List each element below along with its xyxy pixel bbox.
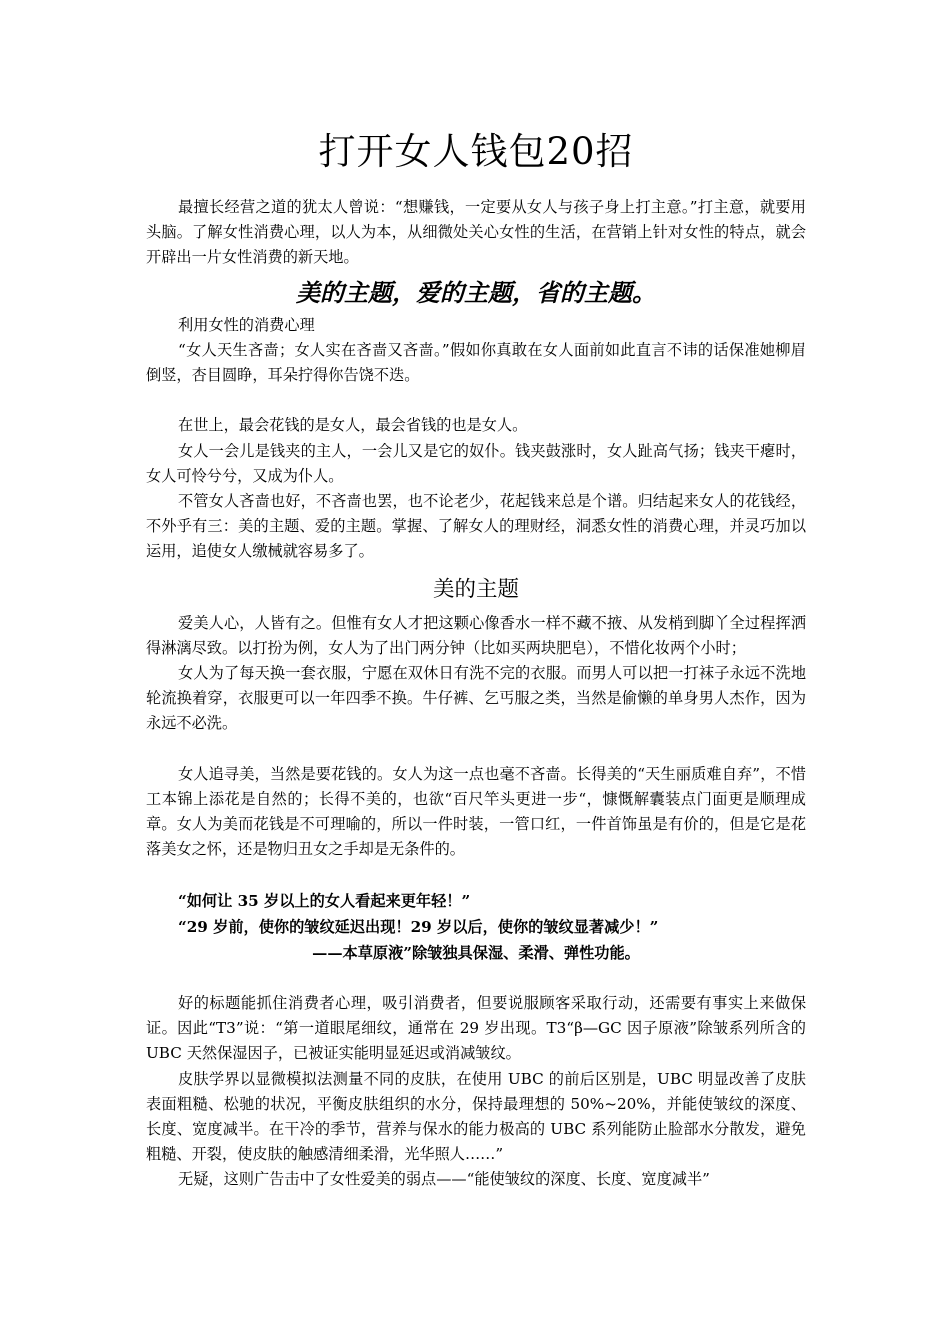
document-title: 打开女人钱包20招: [318, 130, 634, 173]
paragraph-stingy: “女人天生吝啬；女人实在吝啬又吝啬。”假如你真敢在女人面前如此直言不讳的话保准她柳眉倒竖，杏目圆睁，耳朵拧得你告饶不迭。: [146, 340, 806, 385]
paragraph-world: 在世上，最会花钱的是女人，最会省钱的也是女人。: [178, 416, 528, 435]
paragraph-headline: 好的标题能抓住消费者心理，吸引消费者，但要说服顾客采取行动，还需要有事实上来做保证。因此“T3”说：“第一道眼尾细纹，通常在 29 岁出现。T3“β—GC 因子原液”除皱系列所含的 UBC 天然保湿因子，已被证实能明显延迟或消减皱纹。: [146, 994, 806, 1063]
blank-line: [146, 388, 806, 413]
blank-line: [146, 863, 806, 888]
intro-paragraph: 最擅长经营之道的犹太人曾说：“想赚钱，一定要从女人与孩子身上打主意。”打主意，就要用头脑。了解女性消费心理，以人为本，从细微处关心女性的生活，在营销上针对女性的特点，就会开辟出一片女性消费的新天地。: [146, 198, 806, 267]
document-page: [146, 126, 806, 1193]
paragraph-three-themes: 不管女人吝啬也好，不吝啬也罢，也不论老少，花起钱来总是个谱。归结起来女人的花钱经，不外乎有三：美的主题、爱的主题。掌握、了解女人的理财经，洞悉女性的消费心理，并灵巧加以运用，追使女人缴械就容易多了。: [146, 492, 806, 561]
paragraph-beauty-2: 女人为了每天换一套衣服，宁愿在双休日有洗不完的衣服。而男人可以把一打袜子永远不洗地轮流换着穿，衣服更可以一年四季不换。牛仔裤、乞丐服之类，当然是偷懒的单身男人杰作，因为永远不必洗。: [146, 664, 806, 733]
paragraph-use-psychology: 利用女性的消费心理: [178, 315, 315, 334]
blank-line: [146, 966, 806, 991]
ad-quote-2: “29 岁前，使你的皱纹延迟出现！29 岁以后，使你的皱纹显著减少！”: [178, 917, 659, 936]
section-heading-beauty: 美的主题: [432, 576, 519, 602]
themes-subtitle: 美的主题，爱的主题，省的主题。: [296, 277, 656, 307]
ad-quote-3: ——本草原液”除皱独具保湿、柔滑、弹性功能。: [312, 943, 640, 962]
ad-quote-1: “如何让 35 岁以上的女人看起来更年轻！”: [178, 891, 471, 910]
paragraph-beauty-1: 爱美人心，人皆有之。但惟有女人才把这颗心像香水一样不藏不掖、从发梢到脚丫全过程挥洒得淋漓尽致。以打扮为例，女人为了出门两分钟（比如买两块肥皂），不惜化妆两个小时；: [146, 613, 806, 657]
paragraph-wallet: 女人一会儿是钱夹的主人，一会儿又是它的奴仆。钱夹鼓涨时，女人趾高气扬；钱夹干瘪时，女人可怜兮兮，又成为仆人。: [146, 441, 806, 485]
paragraph-conclusion: 无疑，这则广告击中了女性爱美的弱点——“能使皱纹的深度、长度、宽度减半”: [178, 1170, 710, 1189]
paragraph-skin: 皮肤学界以显微模拟法测量不同的皮肤，在使用 UBC 的前后区别是，UBC 明显改善了皮肤表面粗糙、松驰的状况，平衡皮肤组织的水分，保持最理想的 50%~20%，并能使皱纹的深度、长度、宽度减半。在干冷的季节，营养与保水的能力极高的 UBC 系列能防止脸部水分散发，避免粗糙、开裂，使皮肤的触感清细柔滑，光华照人……”: [146, 1069, 806, 1164]
paragraph-beauty-3: 女人追寻美，当然是要花钱的。女人为这一点也毫不吝啬。长得美的“天生丽质难自弃”，不惜工本锦上添花是自然的；长得不美的，也欲“百尺竿头更进一步“，慷慨解囊装点门面更是顺理成章。女人为美而花钱是不可理喻的，所以一件时装，一管口红，一件首饰虽是有价的，但是它是花落美女之怀，还是物归丑女之手却是无条件的。: [146, 764, 806, 859]
blank-line: [146, 737, 806, 762]
